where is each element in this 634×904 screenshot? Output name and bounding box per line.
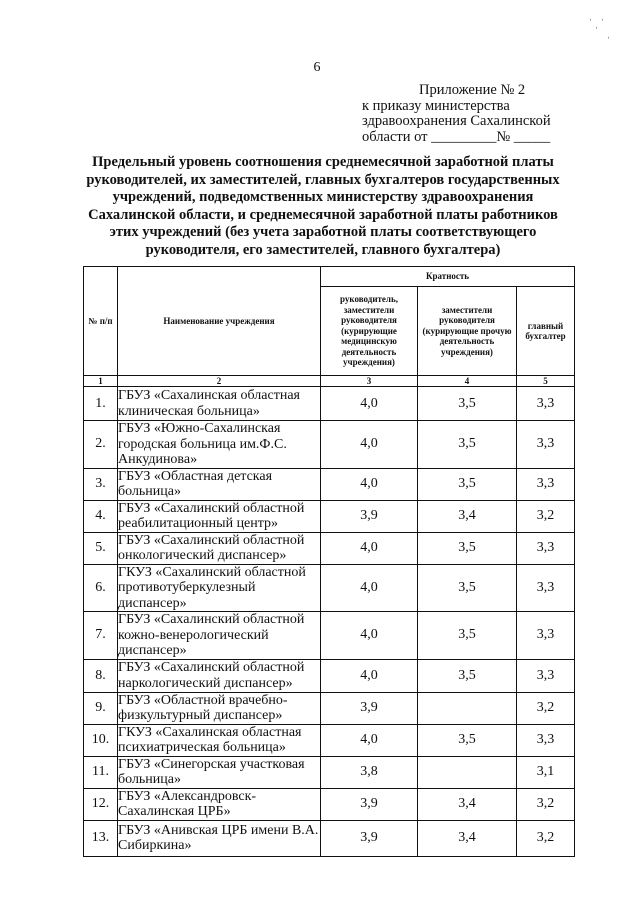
institution-name: ГБУЗ «Синегорская участковая больница» bbox=[118, 756, 321, 788]
title-line: этих учреждений (без учета заработной платы соответствующего bbox=[109, 224, 537, 240]
ratio-deputy: 3,5 bbox=[418, 468, 517, 500]
ratio-deputy: 3,4 bbox=[418, 820, 517, 856]
institution-name: ГБУЗ «Сахалинский областной онкологический диспансер» bbox=[118, 532, 321, 564]
ratio-head: 4,0 bbox=[321, 659, 418, 692]
index-cell: 3 bbox=[321, 376, 418, 387]
row-num: 12. bbox=[84, 788, 118, 820]
ratio-head: 4,0 bbox=[321, 532, 418, 564]
ratio-head: 4,0 bbox=[321, 468, 418, 500]
institution-name: ГБУЗ «Сахалинский областной наркологический диспансер» bbox=[118, 659, 321, 692]
institution-name: ГБУЗ «Анивская ЦРБ имени В.А. Сибиркина» bbox=[118, 820, 321, 856]
ratio-accountant: 3,1 bbox=[517, 756, 575, 788]
ratio-head: 3,8 bbox=[321, 756, 418, 788]
ratio-deputy: 3,5 bbox=[418, 421, 517, 469]
ratio-head: 3,9 bbox=[321, 692, 418, 724]
table-row bbox=[84, 820, 575, 856]
index-cell: 1 bbox=[84, 376, 118, 387]
ratio-deputy: 3,5 bbox=[418, 612, 517, 660]
institution-name: ГКУЗ «Сахалинский областной противотуберкулезный диспансер» bbox=[118, 564, 321, 612]
row-num: 10. bbox=[84, 724, 118, 756]
header-ratio: Кратность bbox=[321, 267, 575, 287]
table-row bbox=[84, 532, 575, 564]
ratio-accountant: 3,3 bbox=[517, 387, 575, 421]
institution-name: ГБУЗ «Сахалинский областной реабилитационный центр» bbox=[118, 500, 321, 532]
header-name: Наименование учреждения bbox=[118, 267, 321, 376]
title-line: Предельный уровень соотношения среднемесячной заработной платы bbox=[92, 154, 554, 170]
table-row bbox=[84, 500, 575, 532]
ratio-accountant: 3,2 bbox=[517, 500, 575, 532]
ratio-head: 3,9 bbox=[321, 500, 418, 532]
row-num: 6. bbox=[84, 564, 118, 612]
appendix-title: Приложение № 2 bbox=[419, 82, 526, 98]
row-num: 4. bbox=[84, 500, 118, 532]
ratio-accountant: 3,3 bbox=[517, 724, 575, 756]
header-accountant: главный бухгалтер bbox=[517, 287, 575, 376]
ratio-head: 4,0 bbox=[321, 612, 418, 660]
ratio-deputy: 3,5 bbox=[418, 564, 517, 612]
ratio-accountant: 3,3 bbox=[517, 659, 575, 692]
appendix-header bbox=[362, 83, 551, 145]
ratio-deputy: 3,5 bbox=[418, 724, 517, 756]
ratio-head: 4,0 bbox=[321, 387, 418, 421]
title-line: учреждений, подведомственных министерству здравоохранения bbox=[112, 189, 534, 205]
ratio-head: 4,0 bbox=[321, 564, 418, 612]
index-cell: 5 bbox=[517, 376, 575, 387]
ratio-deputy: 3,4 bbox=[418, 788, 517, 820]
ratio-deputy: 3,5 bbox=[418, 387, 517, 421]
document-title bbox=[70, 154, 576, 259]
ratio-accountant: 3,3 bbox=[517, 468, 575, 500]
ratio-accountant: 3,3 bbox=[517, 612, 575, 660]
ratio-accountant: 3,2 bbox=[517, 788, 575, 820]
ratio-deputy bbox=[418, 756, 517, 788]
table-row bbox=[84, 421, 575, 469]
row-num: 11. bbox=[84, 756, 118, 788]
table-row bbox=[84, 468, 575, 500]
table-row bbox=[84, 564, 575, 612]
institution-name: ГБУЗ «Сахалинский областной кожно-венерологический диспансер» bbox=[118, 612, 321, 660]
ratio-deputy: 3,5 bbox=[418, 659, 517, 692]
ratio-head: 3,9 bbox=[321, 788, 418, 820]
title-line: руководителей, их заместителей, главных бухгалтеров государственных bbox=[86, 171, 560, 188]
table-row bbox=[84, 692, 575, 724]
row-num: 9. bbox=[84, 692, 118, 724]
row-num: 8. bbox=[84, 659, 118, 692]
ratio-deputy: 3,5 bbox=[418, 532, 517, 564]
ratio-accountant: 3,3 bbox=[517, 532, 575, 564]
appendix-line: к приказу министерства bbox=[362, 97, 510, 114]
ratio-head: 3,9 bbox=[321, 820, 418, 856]
row-num: 1. bbox=[84, 387, 118, 421]
ratio-deputy bbox=[418, 692, 517, 724]
appendix-line: области от _________№ _____ bbox=[362, 128, 551, 145]
institution-name: ГБУЗ «Областная детская больница» bbox=[118, 468, 321, 500]
page-number: 6 bbox=[313, 60, 321, 75]
table-row bbox=[84, 788, 575, 820]
row-num: 13. bbox=[84, 820, 118, 856]
institution-name: ГБУЗ «Сахалинская областная клиническая больница» bbox=[118, 387, 321, 421]
institution-name: ГКУЗ «Сахалинская областная психиатрическая больница» bbox=[118, 724, 321, 756]
title-line: руководителя, его заместителей, главного бухгалтера) bbox=[145, 241, 501, 258]
ratio-accountant: 3,3 bbox=[517, 564, 575, 612]
ratio-accountant: 3,2 bbox=[517, 692, 575, 724]
row-num: 7. bbox=[84, 612, 118, 660]
ratio-head: 4,0 bbox=[321, 724, 418, 756]
table-row bbox=[84, 612, 575, 660]
title-line: Сахалинской области, и среднемесячной заработной платы работников bbox=[88, 206, 558, 223]
index-cell: 4 bbox=[418, 376, 517, 387]
institution-name: ГБУЗ «Южно-Сахалинская городская больница им.Ф.С. Анкудинова» bbox=[118, 421, 321, 469]
institution-name: ГБУЗ «Александровск-Сахалинская ЦРБ» bbox=[118, 788, 321, 820]
table-row bbox=[84, 387, 575, 421]
ratio-head: 4,0 bbox=[321, 421, 418, 469]
header-num: № п/п bbox=[84, 267, 118, 376]
row-num: 2. bbox=[84, 421, 118, 469]
ratio-accountant: 3,3 bbox=[517, 421, 575, 469]
appendix-line: здравоохранения Сахалинской bbox=[362, 113, 551, 129]
header-head: руководитель, заместители руководителя (курирующие медицинскую деятельность учреждения) bbox=[321, 287, 418, 376]
row-num: 5. bbox=[84, 532, 118, 564]
ratio-deputy: 3,4 bbox=[418, 500, 517, 532]
ratio-table bbox=[83, 266, 575, 857]
row-num: 3. bbox=[84, 468, 118, 500]
header-deputy: заместители руководителя (курирующие прочую деятельность учреждения) bbox=[418, 287, 517, 376]
table-row bbox=[84, 756, 575, 788]
index-cell: 2 bbox=[118, 376, 321, 387]
ratio-accountant: 3,2 bbox=[517, 820, 575, 856]
institution-name: ГБУЗ «Областной врачебно-физкультурный диспансер» bbox=[118, 692, 321, 724]
table-row bbox=[84, 724, 575, 756]
table-row bbox=[84, 659, 575, 692]
